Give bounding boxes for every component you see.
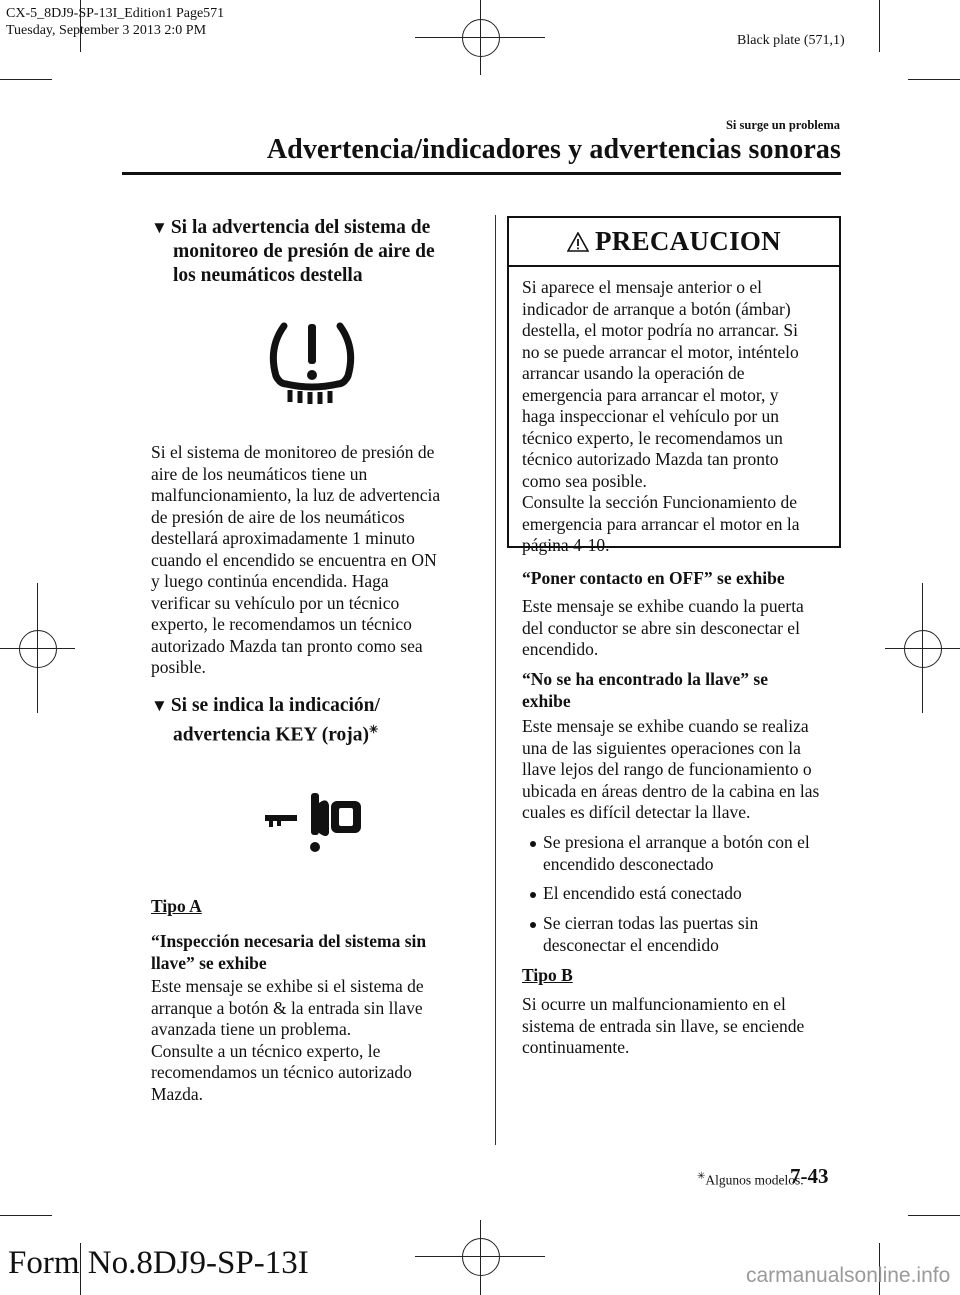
heading-tpms: ▼ Si la advertencia del sistema de monitoreo de presión de aire de los neumáticos destella bbox=[151, 217, 435, 286]
message-key: “No se ha encontrado la llave” se exhibe bbox=[522, 669, 768, 711]
bullet-dot bbox=[530, 841, 536, 847]
tire-pressure-warning-icon bbox=[262, 318, 362, 406]
bullet-item: El encendido está conectado bbox=[543, 883, 742, 903]
key-warning-icon bbox=[265, 793, 365, 857]
bullet-item: Se presiona el arranque a botón con el encendido desconectado bbox=[543, 832, 810, 874]
page-number: 7-43 bbox=[790, 1164, 829, 1188]
caution-box bbox=[507, 216, 841, 555]
bullet-dot bbox=[530, 892, 536, 898]
heading-key: ▼ Si se indica la indicación/ advertencia KEY (roja)✳ bbox=[151, 695, 380, 746]
footnote-asterisk: ✳ bbox=[697, 1171, 706, 1182]
triangle-marker-icon: ▼ bbox=[151, 218, 168, 237]
triangle-marker-icon: ▼ bbox=[151, 696, 168, 715]
caution-title: PRECAUCION bbox=[594, 226, 781, 256]
key-not-found-paragraph: Este mensaje se exhibe cuando se realiza una de las siguientes operaciones con la llave lejos del rango de funcionamiento o ubicada en áreas dentro de la cabina en las cuales es difícil detectar la llave. bbox=[522, 716, 820, 822]
bullet-dot bbox=[530, 922, 536, 928]
off-paragraph: Este mensaje se exhibe cuando la puerta del conductor se abre sin desconectar el encendido. bbox=[522, 596, 804, 659]
key-paragraph: Este mensaje se exhibe si el sistema de arranque a botón & la entrada sin llave avanzada tiene un problema. Consulte a un técnico experto, le recomendamos un técnico autorizado Mazda. bbox=[151, 976, 424, 1104]
caution-text: Si aparece el mensaje anterior o el indicador de arranque a botón (ámbar) destella, el motor podría no arrancar. Si no se puede arrancar el motor, inténtelo arrancar usando la operación de emergencia para arrancar el motor, y haga inspeccionar el vehículo por un técnico experto, le recomendamos un técnico autorizado Mazda tan pronto como sea posible. Consulte la sección Funcionamiento de emergencia para arrancar el motor en la página 4-10. bbox=[522, 277, 800, 555]
section-small: Si surge un problema bbox=[725, 118, 840, 132]
plate-label: Black plate (571,1) bbox=[737, 33, 845, 48]
doc-id: CX-5_8DJ9-SP-13I_Edition1 Page571 bbox=[6, 6, 225, 21]
header-rule bbox=[122, 172, 841, 175]
footnote: ✳Algunos modelos. bbox=[697, 1171, 804, 1188]
asterisk-mark: ✳ bbox=[369, 724, 379, 736]
print-date: Tuesday, September 3 2013 2:0 PM bbox=[6, 23, 207, 38]
form-number: Form No.8DJ9-SP-13I bbox=[8, 1245, 309, 1281]
tipo-b-label: Tipo B bbox=[522, 965, 573, 985]
watermark: carmanualsonline.info bbox=[746, 1264, 951, 1287]
tipo-a-label: Tipo A bbox=[151, 896, 202, 916]
section-title: Advertencia/indicadores y advertencias sonoras bbox=[266, 134, 841, 165]
message-a: “Inspección necesaria del sistema sin llave” se exhibe bbox=[151, 931, 427, 973]
bullet-item: Se cierran todas las puertas sin desconectar el encendido bbox=[543, 913, 759, 955]
tpms-paragraph: Si el sistema de monitoreo de presión de aire de los neumáticos tiene un malfuncionamiento, la luz de advertencia de presión de aire de los neumáticos destellará aproximadamente 1 minuto cuando el encendido se encuentra en ON y luego continúa encendida. Haga verificar su vehículo por un técnico experto, le recomendamos un técnico autorizado Mazda tan pronto como sea posible. bbox=[151, 442, 441, 677]
message-off: “Poner contacto en OFF” se exhibe bbox=[522, 568, 785, 588]
warning-triangle-icon bbox=[567, 232, 589, 252]
column-divider bbox=[495, 215, 496, 1145]
print-meta bbox=[6, 5, 224, 39]
caution-header bbox=[509, 218, 839, 267]
tipo-b-paragraph: Si ocurre un malfuncionamiento en el sistema de entrada sin llave, se enciende continuamente. bbox=[522, 994, 805, 1057]
